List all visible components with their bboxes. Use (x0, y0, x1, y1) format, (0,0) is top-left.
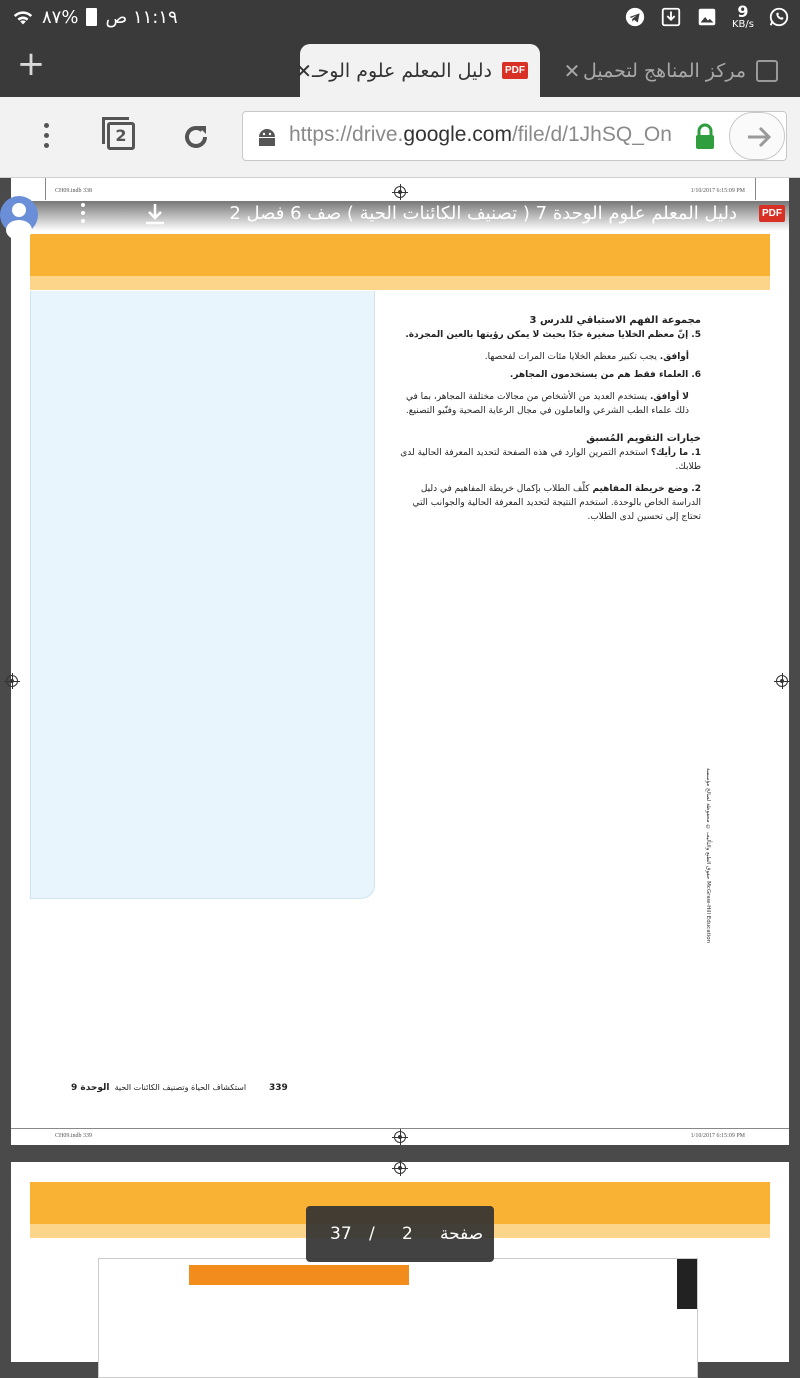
tab-switcher-button[interactable]: 2 (107, 122, 135, 150)
pdf-page (11, 178, 789, 1145)
gallery-icon (696, 6, 718, 28)
more-options-icon[interactable] (78, 203, 88, 227)
blue-side-panel (30, 291, 375, 899)
pdf-icon: PDF (502, 62, 528, 79)
tab-inactive[interactable] (550, 44, 790, 97)
tab-title: مركز المناهج لتحميل (582, 59, 746, 82)
item-1: 1. ما رأيك؟ استخدم التمرين الوارد في هذه الصفحة لتحديد المعرفة الحالية لدى طلابك. (400, 448, 701, 472)
menu-icon[interactable] (36, 123, 56, 153)
checkbox-icon (756, 60, 778, 82)
tab-title: دليل المعلم علوم الوحـ (311, 59, 492, 82)
heading-lesson: مجموعة الفهم الاستباقي للدرس 3 (529, 315, 701, 326)
close-icon[interactable]: ✕ (563, 58, 581, 83)
close-icon[interactable]: ✕ (295, 58, 312, 83)
download-status-icon (660, 6, 682, 28)
viewer-header (11, 201, 789, 231)
arrow-right-icon (730, 113, 786, 161)
reload-icon[interactable] (180, 121, 212, 153)
avatar[interactable] (0, 196, 38, 234)
question-6: 6. العلماء فقط هم من يستخدمون المجاهر. (509, 370, 701, 380)
battery-level: %٨٧ (42, 6, 79, 28)
registration-mark (394, 186, 406, 198)
registration-mark (6, 675, 18, 687)
page-footer: 339 استكشاف الحياة وتصنيف الكائنات الحية الوحدة 9 (71, 1083, 288, 1093)
pdf-viewer[interactable] (0, 178, 800, 1280)
status-bar (0, 0, 800, 34)
registration-mark (394, 1131, 406, 1143)
crop-marks-top: CH09.indb 338 1/10/2017 6:15:09 PM (55, 188, 745, 194)
status-left (12, 6, 178, 28)
battery-icon (86, 8, 97, 26)
page-label: صفحة (440, 1224, 484, 1244)
telegram-icon (624, 6, 646, 28)
browser-toolbar (0, 97, 800, 178)
pdf-icon: PDF (759, 205, 785, 222)
page-separator: / (369, 1224, 375, 1244)
address-bar[interactable] (242, 111, 787, 161)
pdf-page-next (11, 1162, 789, 1362)
registration-mark (776, 675, 788, 687)
tab-strip (0, 34, 800, 97)
android-icon (255, 125, 279, 149)
page-indicator (306, 1206, 494, 1262)
lock-icon (693, 123, 717, 151)
answer-5: أوافق. يجب تكبير معظم الخلايا مئات المرات لفحصها. (484, 352, 689, 362)
net-speed: 9 KB/s (732, 2, 754, 30)
registration-mark (394, 1162, 406, 1174)
download-icon[interactable] (144, 202, 166, 226)
copyright-credit: حقوق الطبع والتأليف © محفوظة لصالح مؤسسة McGraw-Hill Education (705, 768, 711, 944)
forward-button[interactable] (729, 112, 785, 160)
answer-6: لا أوافق. يستخدم العديد من الأشخاص من مجالات مختلفة المجاهر، بما في ذلك علماء الطب الشرعي والعاملون في مجال الرعاية الصحية وفنّيو التصنيع. (405, 392, 689, 416)
orange-header-band (30, 234, 770, 276)
heading-assessment: خيارات التقويم المُسبق (586, 433, 701, 444)
page-current: 2 (402, 1224, 413, 1244)
page-text (391, 314, 701, 524)
item-2: 2. وضع خريطة المفاهيم كلّف الطلاب بإكمال خريطة المفاهيم في دليل الدراسة الخاص بالوحدة. استخدم النتيجة لتحديد المعرفة الحالية والجوانب التي تحتاج إلى تحسين لدى الطلاب. (412, 484, 701, 522)
new-tab-button[interactable]: + (16, 44, 46, 84)
content-box (98, 1258, 698, 1378)
crop-marks-bottom: CH09.indb 339 1/10/2017 6:15:09 PM (55, 1133, 745, 1139)
status-right (624, 4, 790, 30)
url-text: https://drive.google.com/file/d/1JhSQ_On (289, 123, 672, 146)
document-title: دليل المعلم علوم الوحدة 7 ( تصنيف الكائنات الحية ) صف 6 فصل 2 (229, 203, 737, 224)
whatsapp-icon (768, 6, 790, 28)
wifi-icon (12, 6, 34, 28)
clock: ١١:١٩ ص (105, 6, 178, 28)
page-total: 37 (330, 1224, 352, 1244)
tab-active[interactable] (295, 44, 540, 97)
question-5: 5. إنّ معظم الخلايا صغيرة جدًا بحيث لا يمكن رؤيتها بالعين المجردة. (405, 330, 701, 340)
orange-header-light (30, 276, 770, 290)
